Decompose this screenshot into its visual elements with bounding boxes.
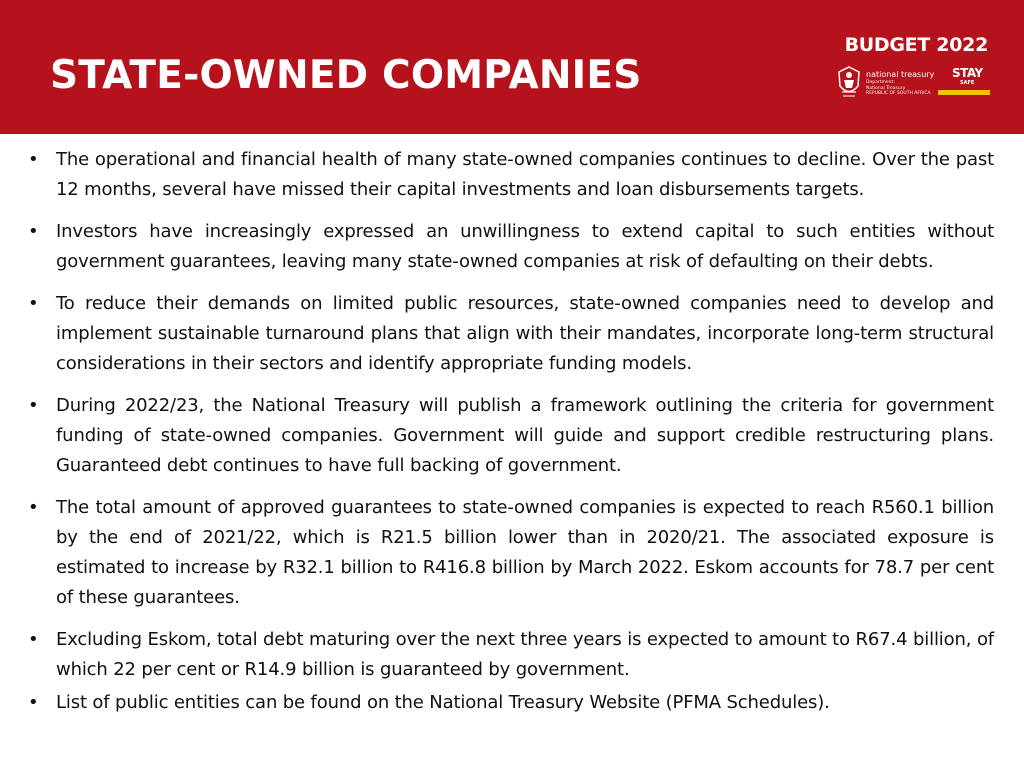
coat-of-arms-icon [836,66,862,100]
treasury-line-3: REPUBLIC OF SOUTH AFRICA [866,91,931,96]
stay-safe-logo-icon [952,66,988,100]
treasury-logo-text [866,70,934,97]
bullet-item [28,493,994,613]
bullet-icon: • [28,221,39,242]
stay-safe-strip [938,90,990,95]
bullet-item [28,391,994,481]
bullet-icon: • [28,149,39,170]
bullet-text: The operational and financial health of many state-owned companies continues to decline. Over the past 12 months, several have missed their capital investments and loan disbursements targets. [56,149,994,200]
header-banner [0,0,1024,134]
bullet-icon: • [28,293,39,314]
bullet-item [28,145,994,205]
bullet-item [28,688,994,718]
bullet-icon: • [28,692,39,713]
bullet-text: Excluding Eskom, total debt maturing over the next three years is expected to amount to R67.4 billion, of which 22 per cent or R14.9 billion is guaranteed by government. [56,629,994,680]
bullet-item [28,217,994,277]
bullet-icon: • [28,629,39,650]
bullet-item [28,289,994,379]
budget-label: BUDGET 2022 [844,34,988,56]
bullet-item [28,625,994,685]
bullet-text: During 2022/23, the National Treasury will publish a framework outlining the criteria for government funding of state-owned companies. Government will guide and support credible restructuring plans. Guaranteed debt continues to have full backing of government. [56,395,994,476]
treasury-line-2: National Treasury [866,85,906,91]
bullet-icon: • [28,395,39,416]
bullet-text: Investors have increasingly expressed an unwillingness to extend capital to such entities without government guarantees, leaving many state-owned companies at risk of defaulting on their debts. [56,221,994,272]
bullet-text: The total amount of approved guarantees to state-owned companies is expected to reach R560.1 billion by the end of 2021/22, which is R21.5 billion lower than in 2020/21. The associated exposure is estimated to increase by R32.1 billion to R416.8 billion by March 2022. Eskom accounts for 78.7 per cent of these guarantees. [56,497,994,608]
treasury-line-1: Department: [866,80,895,85]
bullet-icon: • [28,497,39,518]
treasury-name: national treasury [866,70,935,79]
bullet-text: List of public entities can be found on the National Treasury Website (PFMA Schedules). [56,692,830,713]
safe-word: SAFE [960,80,975,86]
stay-word: STAY [952,66,983,80]
bullet-list [28,145,994,730]
logo-row [836,66,996,100]
bullet-text: To reduce their demands on limited public resources, state-owned companies need to develop and implement sustainable turnaround plans that align with their mandates, incorporate long-term structural considerations in their sectors and identify appropriate funding models. [56,293,994,374]
page-title: STATE-OWNED COMPANIES [50,53,642,98]
